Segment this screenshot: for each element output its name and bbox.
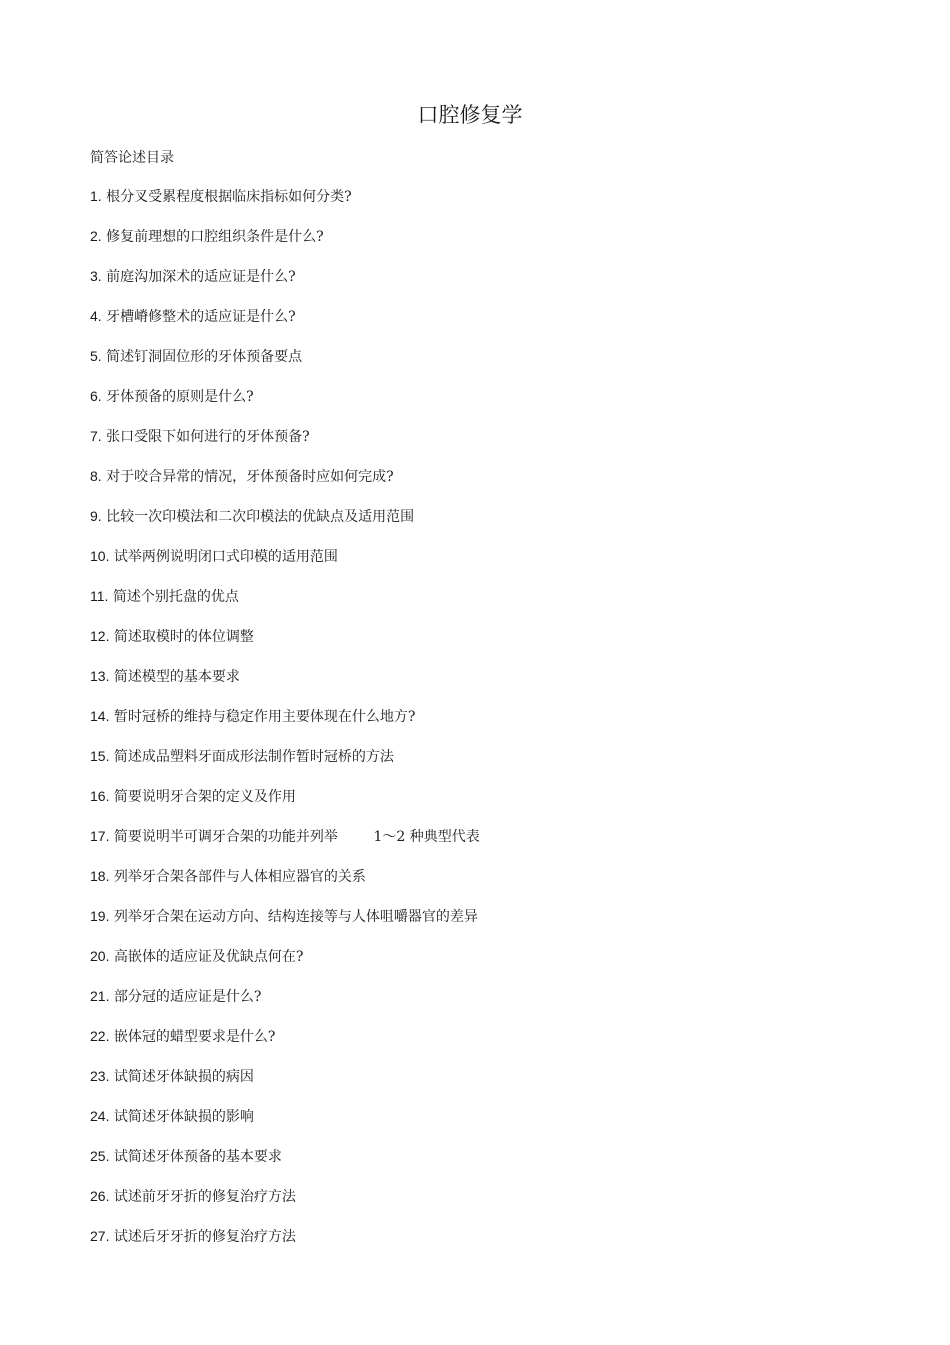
list-item (90, 346, 480, 386)
list-item (90, 946, 480, 986)
question-text: 简述模型的基本要求 (113, 669, 240, 685)
list-item (90, 586, 480, 626)
question-text: 根分叉受累程度根据临床指标如何分类? (106, 189, 352, 205)
question-number: 13. (90, 668, 110, 684)
question-text: 列举牙合架在运动方向、结构连接等与人体咀嚼器官的差异 (113, 909, 478, 925)
list-item (90, 466, 480, 506)
question-text: 比较一次印模法和二次印模法的优缺点及适用范围 (106, 509, 415, 525)
question-number: 3. (90, 268, 102, 284)
question-text: 简要说明半可调牙合架的功能并列举 1～2 种典型代表 (113, 829, 480, 845)
question-number: 11. (90, 588, 109, 604)
list-item (90, 1146, 480, 1186)
question-number: 2. (90, 228, 102, 244)
question-text: 试举两例说明闭口式印模的适用范围 (113, 549, 338, 565)
list-item (90, 426, 480, 466)
question-number: 14. (90, 708, 110, 724)
question-number: 16. (90, 788, 110, 804)
list-item (90, 1186, 480, 1226)
question-text: 牙槽嵴修整术的适应证是什么? (106, 309, 296, 325)
page-title: 口腔修复学 (417, 103, 523, 127)
question-number: 25. (90, 1148, 110, 1164)
question-text: 简要说明牙合架的定义及作用 (113, 789, 296, 805)
question-text: 试简述牙体缺损的病因 (113, 1069, 254, 1085)
question-number: 27. (90, 1228, 110, 1244)
question-text: 试简述牙体预备的基本要求 (113, 1149, 282, 1165)
question-number: 21. (90, 988, 110, 1004)
question-number: 24. (90, 1108, 110, 1124)
list-item (90, 906, 480, 946)
list-item (90, 266, 480, 306)
section-heading: 简答论述目录 (90, 150, 174, 166)
question-text: 试简述牙体缺损的影响 (113, 1109, 254, 1125)
list-item (90, 626, 480, 666)
question-text: 嵌体冠的蜡型要求是什么? (113, 1029, 276, 1045)
list-item (90, 866, 480, 906)
question-number: 10. (90, 548, 110, 564)
question-text: 对于咬合异常的情况，牙体预备时应如何完成? (106, 469, 394, 485)
question-number: 18. (90, 868, 110, 884)
question-text: 牙体预备的原则是什么? (106, 389, 254, 405)
list-item (90, 746, 480, 786)
question-number: 4. (90, 308, 102, 324)
question-number: 6. (90, 388, 102, 404)
question-number: 7. (90, 428, 102, 444)
list-item (90, 386, 480, 426)
list-item (90, 306, 480, 346)
question-number: 23. (90, 1068, 110, 1084)
question-text: 试述前牙牙折的修复治疗方法 (113, 1189, 296, 1205)
list-item (90, 986, 480, 1026)
question-text: 张口受限下如何进行的牙体预备? (106, 429, 310, 445)
list-item (90, 786, 480, 826)
question-text: 简述成品塑料牙面成形法制作暂时冠桥的方法 (113, 749, 394, 765)
question-list (90, 186, 480, 1266)
question-number: 1. (90, 188, 102, 204)
list-item (90, 1066, 480, 1106)
question-number: 9. (90, 508, 102, 524)
list-item (90, 826, 480, 866)
list-item (90, 226, 480, 266)
question-text: 简述个别托盘的优点 (112, 589, 239, 605)
question-number: 26. (90, 1188, 110, 1204)
list-item (90, 1226, 480, 1266)
question-number: 19. (90, 908, 110, 924)
question-number: 8. (90, 468, 102, 484)
list-item (90, 1106, 480, 1146)
question-number: 12. (90, 628, 110, 644)
list-item (90, 666, 480, 706)
question-text: 列举牙合架各部件与人体相应器官的关系 (113, 869, 366, 885)
question-number: 22. (90, 1028, 110, 1044)
question-text: 简述取模时的体位调整 (113, 629, 254, 645)
question-number: 20. (90, 948, 110, 964)
question-text: 前庭沟加深术的适应证是什么? (106, 269, 296, 285)
question-number: 5. (90, 348, 102, 364)
list-item (90, 506, 480, 546)
question-text: 修复前理想的口腔组织条件是什么? (106, 229, 324, 245)
list-item (90, 1026, 480, 1066)
question-text: 高嵌体的适应证及优缺点何在? (113, 949, 304, 965)
question-number: 15. (90, 748, 110, 764)
list-item (90, 706, 480, 746)
question-text: 部分冠的适应证是什么? (113, 989, 262, 1005)
question-text: 暂时冠桥的维持与稳定作用主要体现在什么地方? (113, 709, 416, 725)
list-item (90, 546, 480, 586)
question-number: 17. (90, 828, 110, 844)
question-text: 试述后牙牙折的修复治疗方法 (113, 1229, 296, 1245)
question-text: 简述钉洞固位形的牙体预备要点 (106, 349, 303, 365)
list-item (90, 186, 480, 226)
